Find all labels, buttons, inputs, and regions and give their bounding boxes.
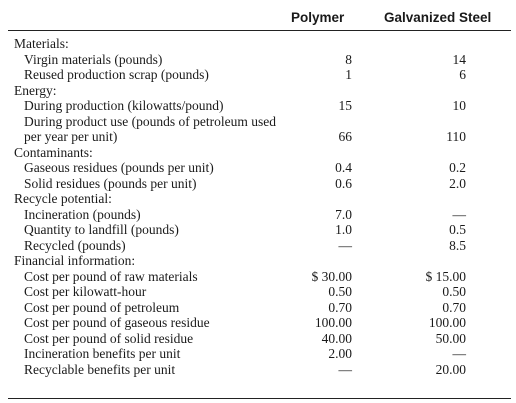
polymer-value: 0.70 [328, 299, 352, 315]
row-label: During production (kilowatts/pound) [24, 98, 224, 113]
table-row [0, 222, 516, 238]
steel-value: 6 [459, 67, 466, 82]
row-label: Cost per kilowatt-hour [24, 284, 147, 299]
table-bottom-line [8, 398, 511, 399]
polymer-value: 1.0 [335, 222, 352, 237]
table-row [0, 67, 516, 83]
section-heading: Materials: [14, 36, 69, 51]
table-row [0, 284, 516, 300]
row-label: Cost per pound of raw materials [24, 268, 198, 284]
table-row [0, 207, 516, 223]
table-row [0, 269, 516, 285]
table-row [0, 346, 516, 362]
polymer-value: 66 [338, 129, 352, 144]
polymer-value: 7.0 [335, 206, 352, 222]
steel-value: 0.50 [442, 284, 466, 299]
row-label: Recycled (pounds) [24, 237, 126, 253]
row-label: Cost per pound of solid residue [24, 330, 194, 346]
row-label: During product use (pounds of petroleum used [24, 113, 276, 129]
row-label: Solid residues (pounds per unit) [24, 175, 197, 191]
table-row [0, 176, 516, 192]
row-label: Recyclable benefits per unit [24, 361, 176, 377]
row-label: Reused production scrap (pounds) [24, 67, 209, 82]
steel-value: 100.00 [428, 315, 466, 330]
polymer-value: 0.50 [328, 284, 352, 299]
polymer-value: 2.00 [328, 346, 352, 361]
section-heading-row [0, 83, 516, 99]
polymer-value: 100.00 [314, 315, 352, 330]
header-divider-line [8, 30, 511, 31]
polymer-value: 0.6 [335, 175, 352, 191]
table-row [0, 129, 516, 145]
table-row [0, 331, 516, 347]
steel-value: 0.5 [449, 222, 466, 237]
polymer-value: 1 [345, 67, 352, 82]
row-label: Quantity to landfill (pounds) [24, 222, 179, 237]
section-heading-row [0, 36, 516, 52]
steel-value: 0.70 [442, 299, 466, 315]
steel-value: — [452, 206, 466, 222]
table-row [0, 315, 516, 331]
section-heading: Contaminants: [14, 144, 93, 160]
steel-value: 110 [446, 129, 466, 144]
polymer-value: $ 30.00 [311, 268, 352, 284]
steel-value: 8.5 [449, 237, 466, 253]
steel-value: 2.0 [449, 175, 466, 191]
table-row [0, 160, 516, 176]
steel-value: — [452, 346, 466, 361]
row-label: Virgin materials (pounds) [24, 51, 163, 67]
steel-value: 14 [452, 51, 466, 67]
row-label: Gaseous residues (pounds per unit) [24, 160, 214, 175]
row-label: Cost per pound of gaseous residue [24, 315, 210, 330]
steel-value: 0.2 [449, 160, 466, 175]
steel-value: 10 [452, 98, 466, 113]
column-header-galvanized-steel: Galvanized Steel [384, 10, 492, 25]
section-heading: Financial information: [14, 253, 136, 268]
steel-value: 50.00 [435, 330, 466, 346]
polymer-value: 15 [338, 98, 352, 113]
table-row [0, 52, 516, 68]
comparison-table [0, 36, 516, 377]
table-row [0, 98, 516, 114]
row-label: per year per unit) [24, 129, 118, 144]
table-row [0, 238, 516, 254]
polymer-value: 0.4 [335, 160, 352, 175]
section-heading-row [0, 253, 516, 269]
section-heading: Energy: [14, 82, 57, 98]
column-header-polymer: Polymer [291, 10, 345, 25]
table-row [0, 300, 516, 316]
polymer-value: 8 [345, 51, 352, 67]
row-label: Incineration (pounds) [24, 206, 141, 222]
column-header-row [0, 8, 516, 28]
section-heading-row [0, 191, 516, 207]
table-row [0, 114, 516, 130]
polymer-value: — [338, 237, 352, 253]
row-label: Cost per pound of petroleum [24, 299, 180, 315]
section-heading-row [0, 145, 516, 161]
row-label: Incineration benefits per unit [24, 346, 181, 361]
steel-value: 20.00 [435, 361, 466, 377]
polymer-value: 40.00 [321, 330, 352, 346]
steel-value: $ 15.00 [425, 268, 466, 284]
polymer-value: — [338, 361, 352, 377]
table-row [0, 362, 516, 378]
section-heading: Recycle potential: [14, 191, 112, 206]
